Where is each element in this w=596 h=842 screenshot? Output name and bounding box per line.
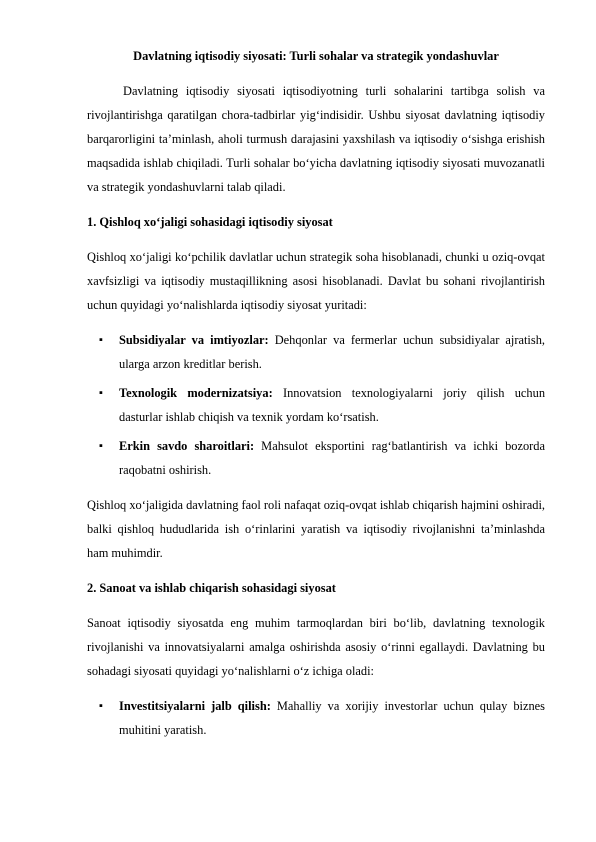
list-item-text: Dehqonlar va fermerlar uchun subsidiyalar ajratish, ularga arzon kreditlar berish. <box>119 333 545 371</box>
list-item <box>87 434 545 482</box>
document-title: Davlatning iqtisodiy siyosati: Turli sohalar va strategik yondashuvlar <box>133 49 499 63</box>
section-1-heading: 1. Qishloq xo‘jaligi sohasidagi iqtisodiy siyosat <box>87 215 333 229</box>
list-item-label: Erkin savdo sharoitlari: <box>119 439 255 453</box>
section-2-paragraph: Sanoat iqtisodiy siyosatda eng muhim tarmoqlardan biri bo‘lib, davlatning texnologik rivojlanishi va innovatsiyalarni amalga oshirishda asosiy o‘rinni egallaydi. Davlatning bu sohadagi siyosati quyidagi yo‘nalishlarni o‘z ichiga oladi: <box>87 616 545 678</box>
list-item-label: Investitsiyalarni jalb qilish: <box>119 699 271 713</box>
bullet-icon: ▪ <box>99 700 103 712</box>
section-1-list <box>87 328 545 482</box>
list-item-text: Innovatsion texnologiyalarni joriy qilish uchun dasturlar ishlab chiqish va texnik yordam ko‘rsatish. <box>119 386 546 424</box>
list-item-label: Texnologik modernizatsiya: <box>119 386 273 400</box>
section-1-closing-paragraph: Qishloq xo‘jaligida davlatning faol roli nafaqat oziq-ovqat ishlab chiqarish hajmini oshiradi, balki qishloq hududlarida ish o‘rinlarini yaratish va iqtisodiy rivojlanishni ta’minlashda ham muhimdir. <box>87 498 545 560</box>
list-item-label: Subsidiyalar va imtiyozlar: <box>119 333 269 347</box>
list-item <box>87 694 545 742</box>
bullet-icon: ▪ <box>99 440 103 452</box>
list-item-text: Mahsulot eksportini rag‘batlantirish va ichki bozorda raqobatni oshirish. <box>119 439 546 477</box>
list-item-text: Mahalliy va xorijiy investorlar uchun qulay biznes muhitini yaratish. <box>119 699 545 737</box>
section-1-paragraph: Qishloq xo‘jaligi ko‘pchilik davlatlar uchun strategik soha hisoblanadi, chunki u oziq-ovqat xavfsizligi va iqtisodiy mustaqillikning asosi hisoblanadi. Davlat bu sohani rivojlantirish uchun quyidagi yo‘nalishlarda iqtisodiy siyosat yuritadi: <box>87 250 545 312</box>
list-item <box>87 328 545 376</box>
list-item <box>87 381 545 429</box>
section-2-list <box>87 694 545 742</box>
bullet-icon: ▪ <box>99 334 103 346</box>
intro-paragraph: Davlatning iqtisodiy siyosati iqtisodiyotning turli sohalarini tartibga solish va rivojlantirishga qaratilgan chora-tadbirlar yig‘indisidir. Ushbu siyosat davlatning iqtisodiy barqarorligini ta’minlash, aholi turmush darajasini yaxshilash va iqtisodiy o‘sishga erishish maqsadida ishlab chiqiladi. Turli sohalar bo‘yicha davlatning iqtisodiy siyosati muvozanatli va strategik yondashuvlarni talab qiladi. <box>87 84 545 194</box>
bullet-icon: ▪ <box>99 387 103 399</box>
section-2-heading: 2. Sanoat va ishlab chiqarish sohasidagi siyosat <box>87 581 336 595</box>
